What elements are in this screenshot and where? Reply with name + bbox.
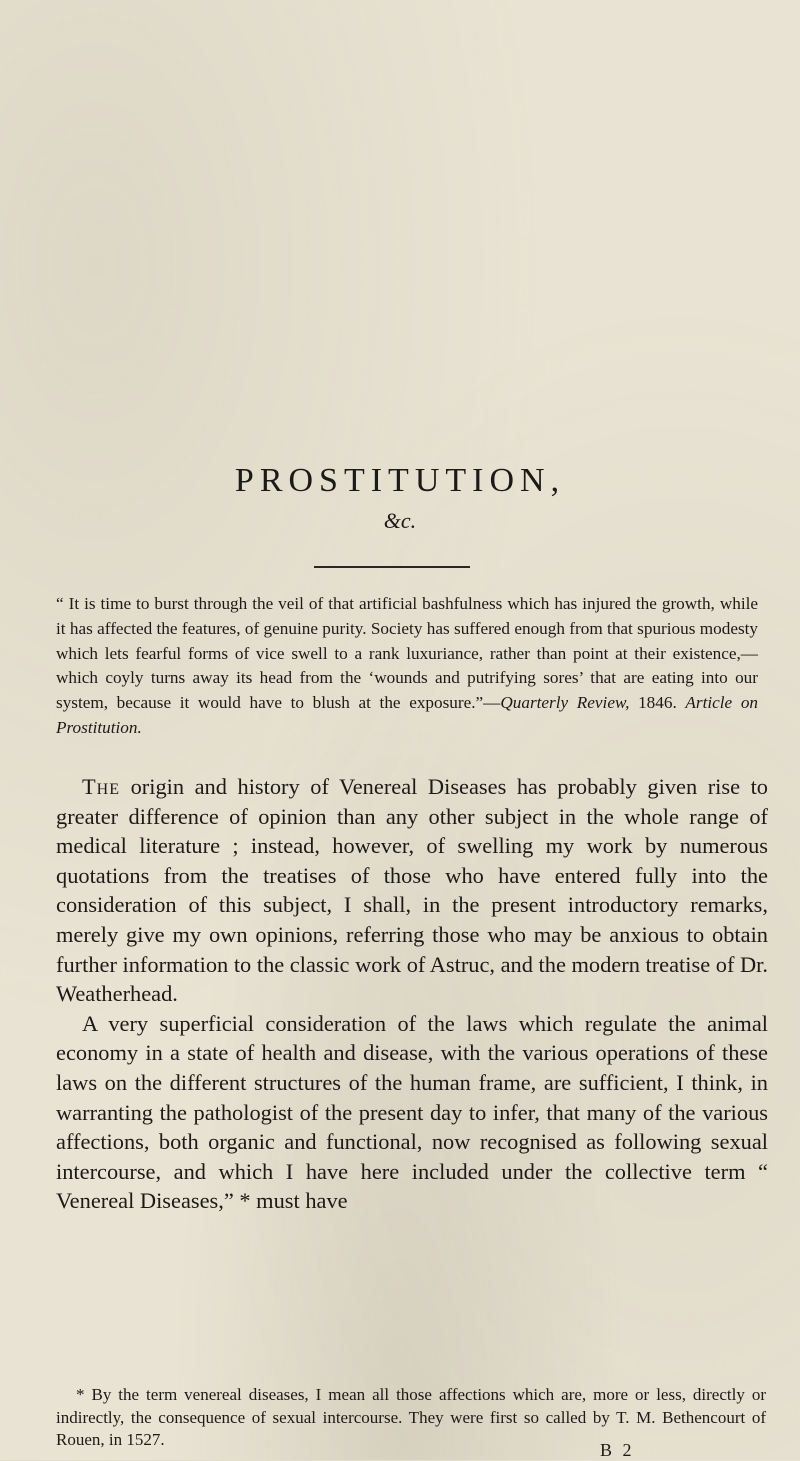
body-text: [56, 772, 768, 1216]
paragraph-2: A very superficial consideration of the laws which regulate the animal economy in a state of health and disease, with the various operations of these laws on the different structures of the human frame, are sufficient, I think, in warranting the pathologist of the present day to infer, that many of the various affections, both organic and functional, now recognised as following sexual intercourse, and which I have here included under the collective term “ Venereal Diseases,” * must have: [56, 1010, 768, 1214]
epigraph-source-article: Article on Prostitution.: [56, 693, 759, 737]
footnote: * By the term venereal diseases, I mean all those affections which are, more or less, directly or indirectly, the consequence of sexual intercourse. They were first so called by T. M. Bethencourt of Rouen, in 1527.: [56, 1385, 766, 1449]
title-divider: [314, 566, 470, 568]
signature-mark: B 2: [600, 1440, 635, 1460]
chapter-title: PROSTITUTION,: [234, 462, 566, 499]
epigraph-source-journal: Quarterly Review,: [500, 693, 630, 713]
paragraph-1-lead: The: [82, 774, 121, 799]
epigraph-text: “ It is time to burst through the veil of that artificial bashfulness which has injured the growth, while it has affected the features, of genuine purity. Society has suffered enough from that spurious modesty which lets fearful forms of vice swell to a rank luxuriance, rather than point at their existence,—which coyly turns away its head from the ‘wounds and putrifying sores’ that are eating into our system, because it would have to blush at the exposure.”—: [56, 594, 758, 713]
epigraph-source-year: 1846.: [629, 693, 686, 713]
paragraph-1: [56, 772, 768, 1009]
epigraph-quote: [56, 592, 758, 741]
paragraph-1-text: origin and history of Venereal Diseases has probably given rise to greater difference of opinion than any other subject in the whole range of medical literature ; instead, however, of swelling my work by numerous quotations from the treatises of those who have entered fully into the consideration of this subject, I shall, in the present introductory remarks, merely give my own opinions, referring those who may be anxious to obtain further information to the classic work of Astruc, and the modern treatise of Dr. Weatherhead.: [56, 774, 768, 1007]
chapter-subtitle: &c.: [383, 508, 417, 533]
